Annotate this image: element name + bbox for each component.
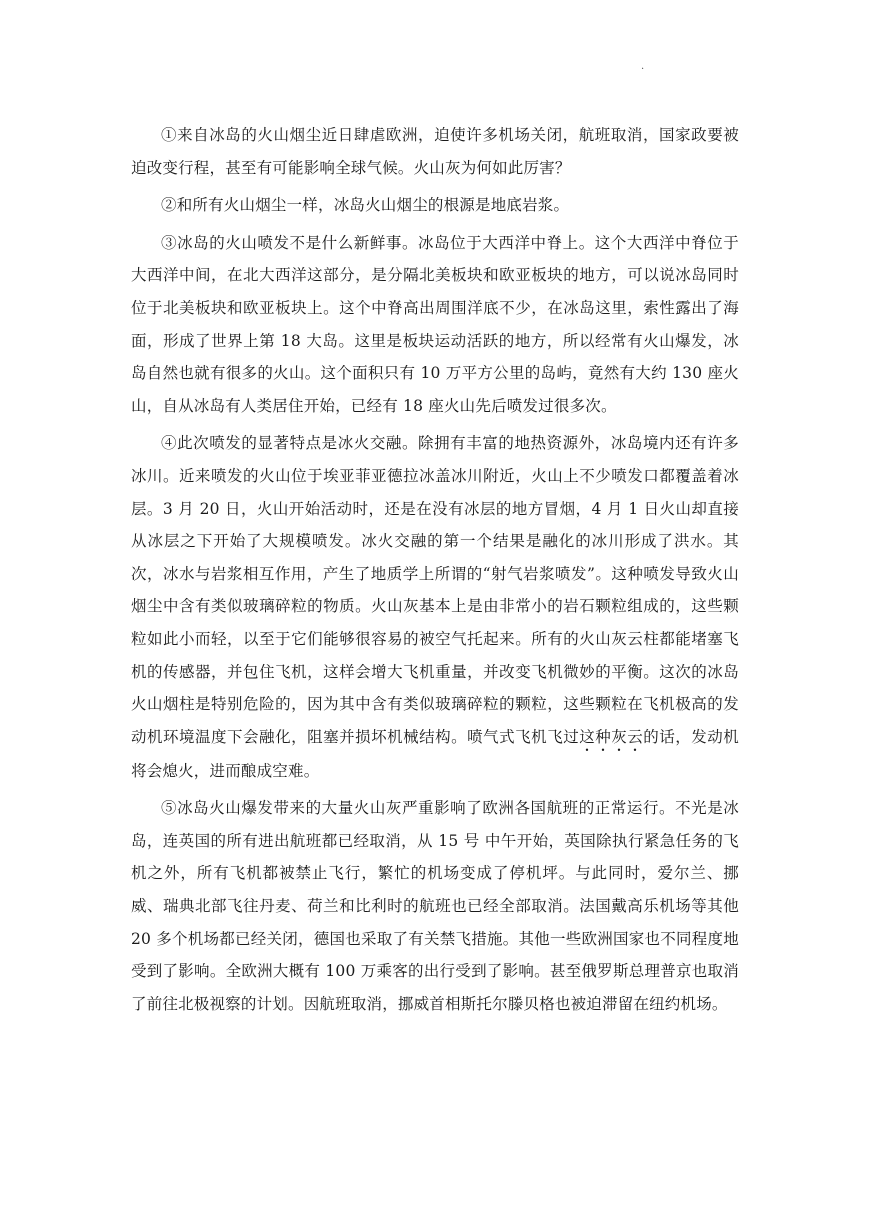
paragraph-4 (131, 427, 739, 787)
paragraph-4-text-after: 的话，发动机将会熄火，进而酿成空难。 (131, 727, 739, 780)
header-mark: . (641, 61, 645, 72)
article-body (131, 119, 739, 1020)
paragraph-4-text-before: ④此次喷发的显著特点是冰火交融。除拥有丰富的地热资源外，冰岛境内还有许多冰川。近来喷发的火山位于埃亚菲亚德拉冰盖冰川附近，火山上不少喷发口都覆盖着冰层。3 月 20 日，火山开始活动时，还是在没有冰层的地方冒烟，4 月 1 日火山却直接从冰层之下开始了大规模喷发。冰火交融的第一个结果是融化的冰川形成了洪水。其次，冰水与岩浆相互作用，产生了地质学上所谓的“射气岩浆喷发”。这种喷发导致火山烟尘中含有类似玻璃碎粒的物质。火山灰基本上是由非常小的岩石颗粒组成的，这些颗粒如此小而轻，以至于它们能够很容易的被空气托起来。所有的火山灰云柱都能堵塞飞机的传感器，并包住飞机，这样会增大飞机重量，并改变飞机微妙的平衡。这次的冰岛火山烟柱是特别危险的，因为其中含有类似玻璃碎粒的颗粒，这些颗粒在飞机极高的发动机环境温度下会融化，阻塞并损坏机械结构。喷气式飞机飞过 (131, 434, 739, 746)
paragraph-4-emphasized-phrase: 这种灰云 (579, 727, 644, 746)
paragraph-3: ③冰岛的火山喷发不是什么新鲜事。冰岛位于大西洋中脊上。这个大西洋中脊位于大西洋中间，在北大西洋这部分，是分隔北美板块和欧亚板块的地方，可以说冰岛同时位于北美板块和欧亚板块上。这个中脊高出周围洋底不少，在冰岛这里，索性露出了海面，形成了世界上第 18 大岛。这里是板块运动活跃的地方，所以经常有火山爆发，冰岛自然也就有很多的火山。这个面积只有 10 万平方公里的岛屿，竟然有大约 130 座火山，自从冰岛有人类居住开始，已经有 18 座火山先后喷发过很多次。 (131, 233, 739, 415)
paragraph-2: ②和所有火山烟尘一样，冰岛火山烟尘的根源是地底岩浆。 (161, 196, 570, 215)
paragraph-1: ①来自冰岛的火山烟尘近日肆虐欧洲，迫使许多机场关闭，航班取消，国家政要被迫改变行程，甚至有可能影响全球气候。火山灰为何如此厉害？ (131, 126, 739, 177)
paragraph-5: ⑤冰岛火山爆发带来的大量火山灰严重影响了欧洲各国航班的正常运行。不光是冰岛，连英国的所有进出航班都已经取消，从 15 号 中午开始，英国除执行紧急任务的飞机之外，所有飞机都被禁止飞行，繁忙的机场变成了停机坪。与此同时，爱尔兰、挪威、瑞典北部飞往丹麦、荷兰和比利时的航班也已经全部取消。法国戴高乐机场等其他 20 多个机场都已经关闭，德国也采取了有关禁飞措施。其他一些欧洲国家也不同程度地受到了影响。全欧洲大概有 100 万乘客的出行受到了影响。甚至俄罗斯总理普京也取消了前往北极视察的计划。因航班取消，挪威首相斯托尔滕贝格也被迫滞留在纽约机场。 (131, 799, 739, 1013)
